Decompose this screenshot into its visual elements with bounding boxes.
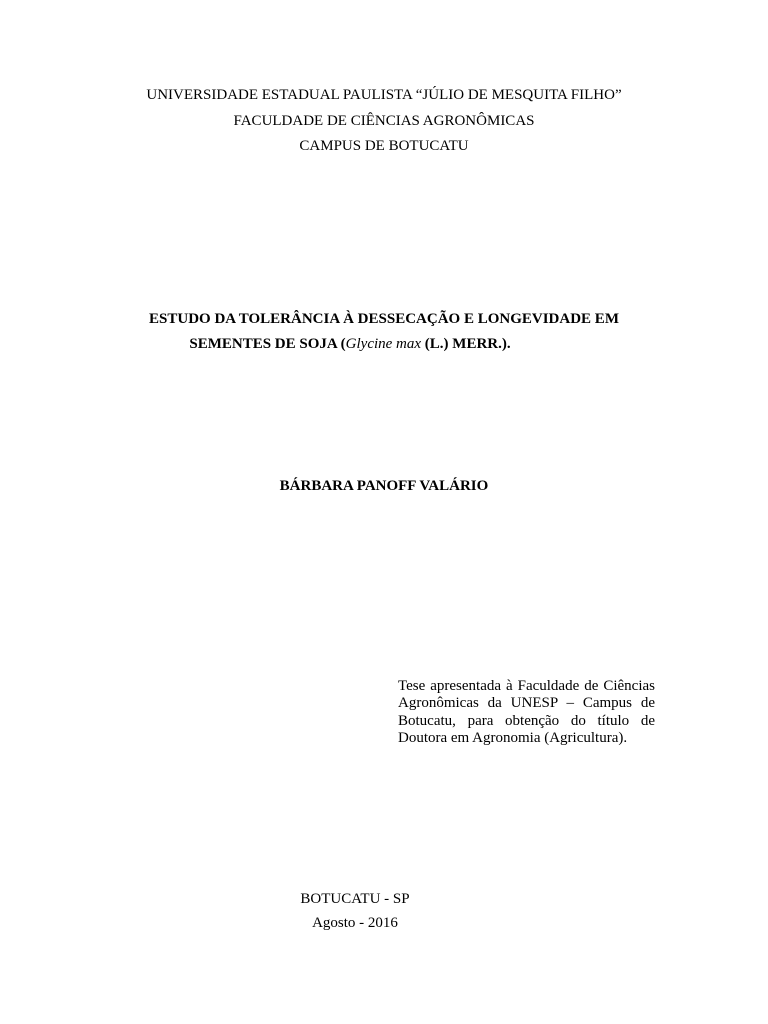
- title-prefix: SEMENTES DE SOJA (: [189, 336, 346, 352]
- thesis-title-line-1: ESTUDO DA TOLERÂNCIA À DESSECAÇÃO E LONGEVIDADE EM: [149, 311, 619, 327]
- thesis-presentation-note: Tese apresentada à Faculdade de Ciências Agronômicas da UNESP – Campus de Botucatu, para obtenção do título de Doutora em Agronomia (Agricultura).: [398, 678, 655, 747]
- date: Agosto - 2016: [312, 915, 398, 931]
- faculty-name: FACULDADE DE CIÊNCIAS AGRONÔMICAS: [233, 113, 535, 129]
- campus-name: CAMPUS DE BOTUCATU: [299, 138, 469, 154]
- title-suffix: (L.) MERR.).: [421, 336, 511, 352]
- thesis-title-line-2: [0, 335, 700, 353]
- author-name: BÁRBARA PANOFF VALÁRIO: [279, 478, 489, 494]
- species-name: Glycine max: [345, 336, 422, 352]
- location: BOTUCATU - SP: [300, 891, 410, 907]
- university-name: UNIVERSIDADE ESTADUAL PAULISTA “JÚLIO DE MESQUITA FILHO”: [146, 87, 622, 103]
